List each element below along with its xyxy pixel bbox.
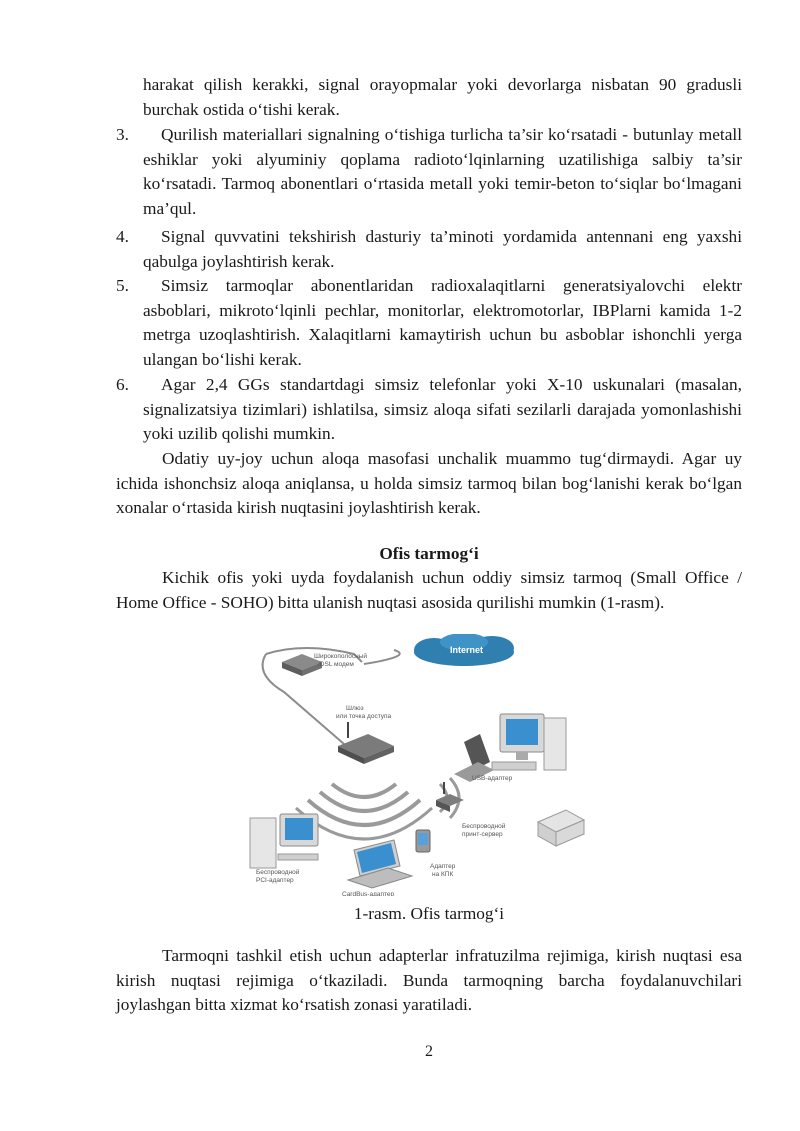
print-server-label-1: Беспроводной [462,823,506,830]
cable-line [364,650,400,664]
figure-caption: 1-rasm. Ofis tarmog‘i [353,904,505,923]
list-text: Simsiz tarmoqlar abonentlaridan radioxalaqitlarni generatsiyalovchi elektr asboblari, mikroto‘lqinli pechlar, monitorlar, elektromotorlar, IBPlarni kamida 1-2 metrga uzoqlashtirish. Xalaqitlarni kamaytirish uchun bu asboblar ishonchli yerga ulangan bo‘lishi kerak. [143,276,742,369]
usb-adapter-label: USB-адаптер [472,775,513,782]
cardbus-adapter-label: CardBus-адаптер [342,891,395,896]
paragraph-continuation: harakat qilish kerakki, signal orayopmalar yoki devorlarga nisbatan 90 gradusli burchak ostida o‘tishi kerak. [143,75,742,119]
modem-label-1: Широкополосный [314,653,367,660]
list-number: 4. [116,227,129,246]
print-server-label-2: принт-сервер [462,831,503,838]
office-network-figure [244,634,586,896]
access-point-icon [338,722,394,764]
internet-label: Internet [450,645,484,655]
list-number: 3. [116,125,129,144]
desktop-pc-icon [492,714,566,770]
list-text: Qurilish materiallari signalning o‘tishiga turlicha ta’sir ko‘rsatadi - butunlay metall eshiklar yoki alyuminiy qoplama radioto‘lqinlarning uzatilishiga salbiy ta’sir ko‘rsatadi. Tarmoq abonentlari o‘rtasida metall yoki temir-beton to‘siqlar bo‘lmagani ma’qul. [143,125,742,218]
list-number: 5. [116,276,129,295]
list-item-4 [116,225,742,274]
pci-adapter-label-1: Беспроводной [256,869,300,876]
list-item-5 [116,274,742,372]
cardbus-laptop-icon [348,840,412,888]
pda-adapter-label-1: Адаптер [430,863,456,870]
pda-icon [416,830,430,852]
access-point-label-1: Шлюз [346,705,364,712]
wireless-signal-waves [296,778,459,839]
paragraph-final: Tarmoqni tashkil etish uchun adapterlar infratuzilma rejimiga, kirish nuqtasi esa kirish nuqtasi rejimiga o‘tkaziladi. Bunda tarmoqning barcha foydalanuvchilari joylashgan bitta xizmat ko‘rsatish zonasi yaratiladi. [116,946,742,1015]
pci-adapter-label-2: PCI-адаптер [256,877,294,884]
section-title: Ofis tarmog‘i [379,544,479,563]
list-number: 6. [116,375,129,394]
list-text: Signal quvvatini tekshirish dasturiy ta’minoti yordamida antennani eng yaxshi qabulga joylashtirish kerak. [143,227,742,271]
modem-label-2: /DSL модем [318,661,354,668]
list-text: Agar 2,4 GGs standartdagi simsiz telefonlar yoki X-10 uskunalari (masalan, signalizatsiya tizimlari) ishlatilsa, simsiz aloqa sifati sezilarli darajada yomonlashishi yoki uzilib qolishi mumkin. [143,375,742,444]
network-diagram [244,634,586,896]
access-point-label-2: или точка доступа [336,713,392,720]
page-number: 2 [425,1043,433,1060]
list-item-6 [116,373,742,447]
pda-adapter-label-2: на КПК [432,871,454,878]
printer-icon [538,810,584,846]
pci-desktop-icon [250,814,318,868]
paragraph-office: Kichik ofis yoki uyda foydalanish uchun oddiy simsiz tarmoq (Small Office / Home Office - SOHO) bitta ulanish nuqtasi asosida qurilishi mumkin (1-rasm). [116,568,742,612]
paragraph-home: Odatiy uy-joy uchun aloqa masofasi unchalik muammo tug‘dirmaydi. Agar uy ichida ishonchsiz aloqa aniqlansa, u holda simsiz tarmoq bilan bog‘lanishi kerak bo‘lgan xonalar o‘rtasida kirish nuqtasini joylashtirish kerak. [116,449,742,518]
list-item-3 [116,123,742,221]
